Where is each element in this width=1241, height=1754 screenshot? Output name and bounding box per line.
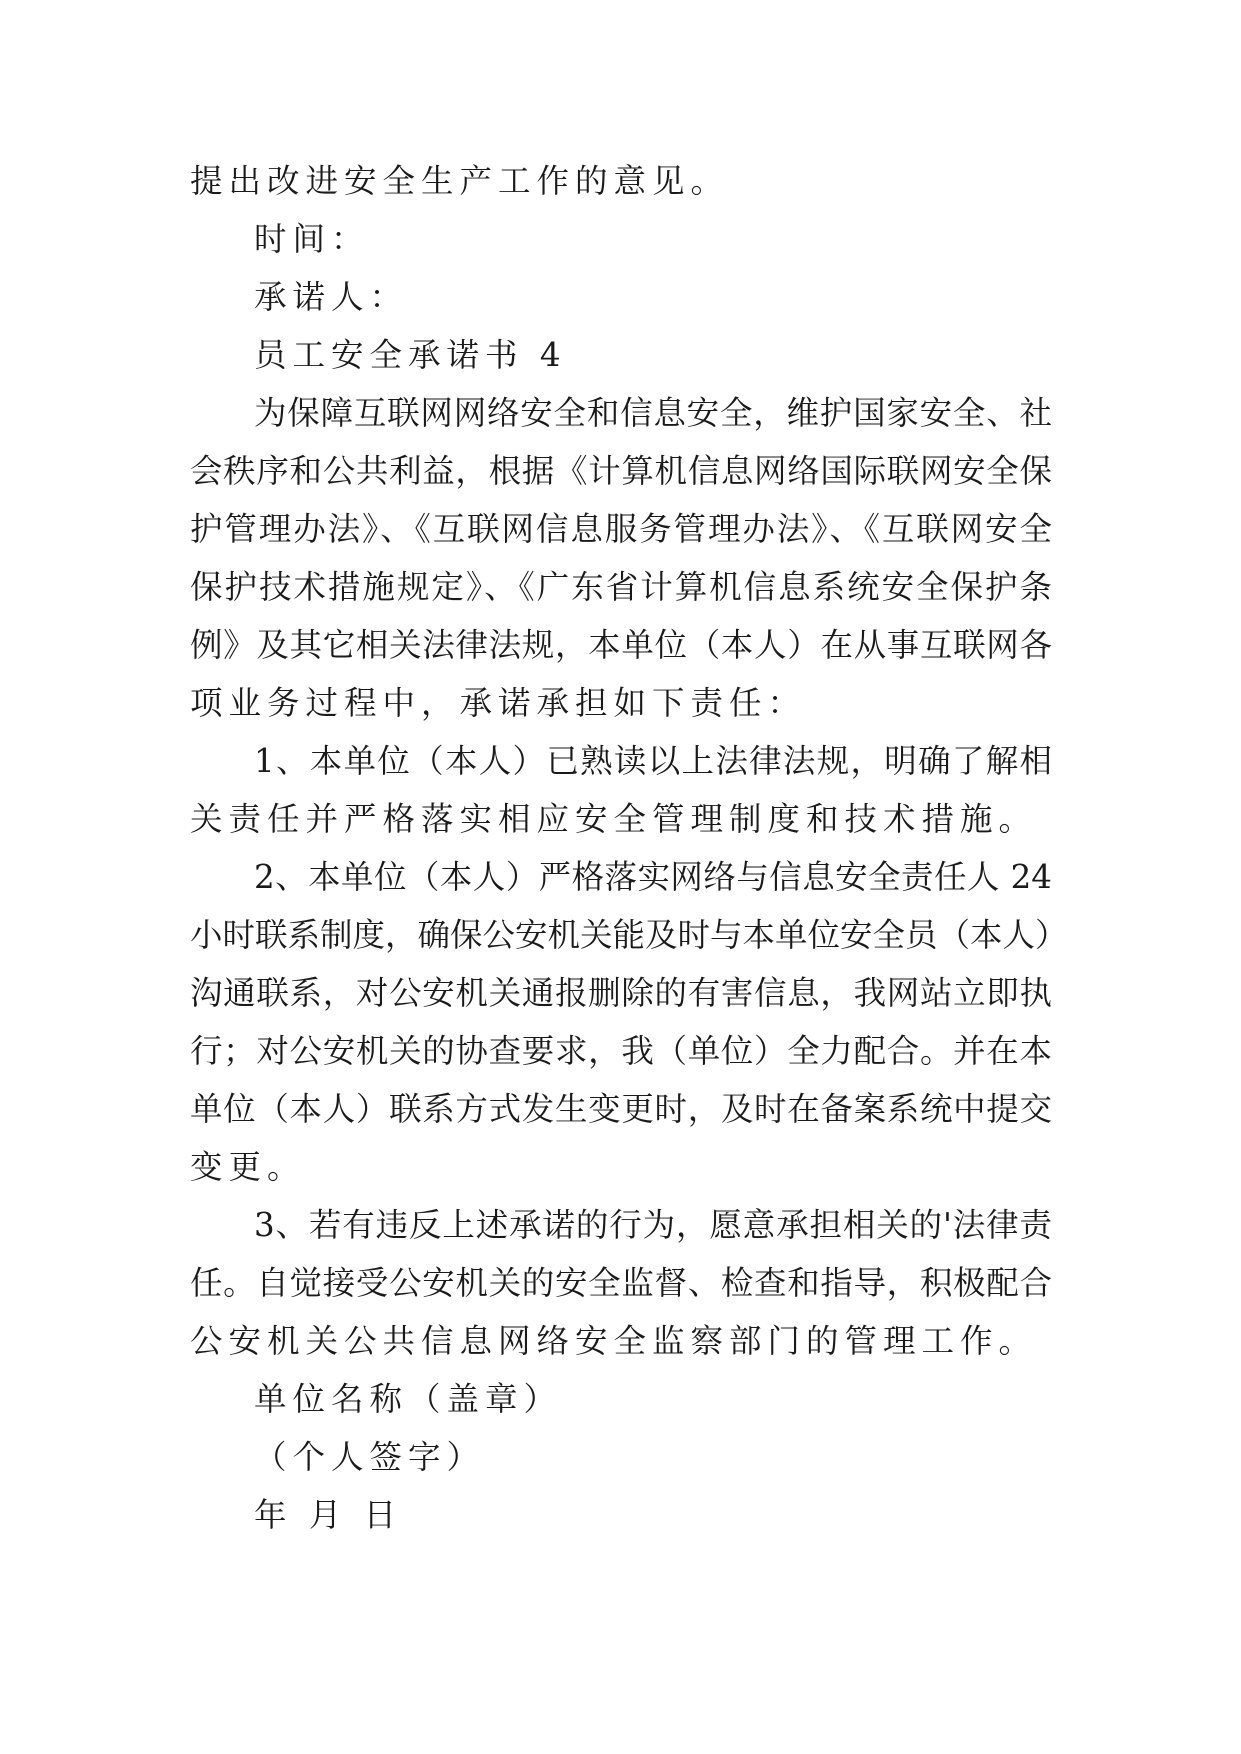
text-line: 3、若有违反上述承诺的行为，愿意承担相关的'法律责 xyxy=(254,1206,1052,1244)
text-line: 公安机关公共信息网络安全监察部门的管理工作。 xyxy=(190,1322,1038,1360)
text-line: 会秩序和公共利益，根据《计算机信息网络国际联网安全保 xyxy=(190,452,1052,490)
signature-unit-label: 单位名称（盖章） xyxy=(254,1380,563,1418)
text-line: 时间： xyxy=(254,220,370,258)
text-line: 小时联系制度，确保公安机关能及时与本单位安全员（本人） xyxy=(190,916,1068,954)
text-line: 为保障互联网网络安全和信息安全，维护国家安全、社 xyxy=(254,394,1052,432)
text-line: 护管理办法》、《互联网信息服务管理办法》、《互联网安全 xyxy=(190,510,1052,548)
text-line: 任。自觉接受公安机关的安全监督、检查和指导，积极配合 xyxy=(190,1264,1052,1302)
section-title: 员工安全承诺书 4 xyxy=(254,336,567,374)
text-line: 例》及其它相关法律法规，本单位（本人）在从事互联网各 xyxy=(190,626,1052,664)
text-line: 单位（本人）联系方式发生变更时，及时在备案系统中提交 xyxy=(190,1090,1052,1128)
text-line: 变更。 xyxy=(190,1148,306,1186)
text-line: 1、本单位（本人）已熟读以上法律法规，明确了解相 xyxy=(254,742,1052,780)
text-line: 行；对公安机关的协查要求，我（单位）全力配合。并在本 xyxy=(190,1032,1052,1070)
document-page xyxy=(190,152,1068,1544)
text-line: 承诺人： xyxy=(254,278,409,316)
text-line: 2、本单位（本人）严格落实网络与信息安全责任人 24 xyxy=(254,858,1052,896)
text-line: 提出改进安全生产工作的意见。 xyxy=(190,162,730,200)
text-line: 沟通联系，对公安机关通报删除的有害信息，我网站立即执 xyxy=(190,974,1052,1012)
date-label: 年 月 日 xyxy=(254,1496,403,1534)
text-line: 关责任并严格落实相应安全管理制度和技术措施。 xyxy=(190,800,1038,838)
text-line: 项业务过程中，承诺承担如下责任： xyxy=(190,684,807,722)
signature-person-label: （个人签字） xyxy=(254,1438,486,1476)
text-line: 保护技术措施规定》、《广东省计算机信息系统安全保护条 xyxy=(190,568,1052,606)
